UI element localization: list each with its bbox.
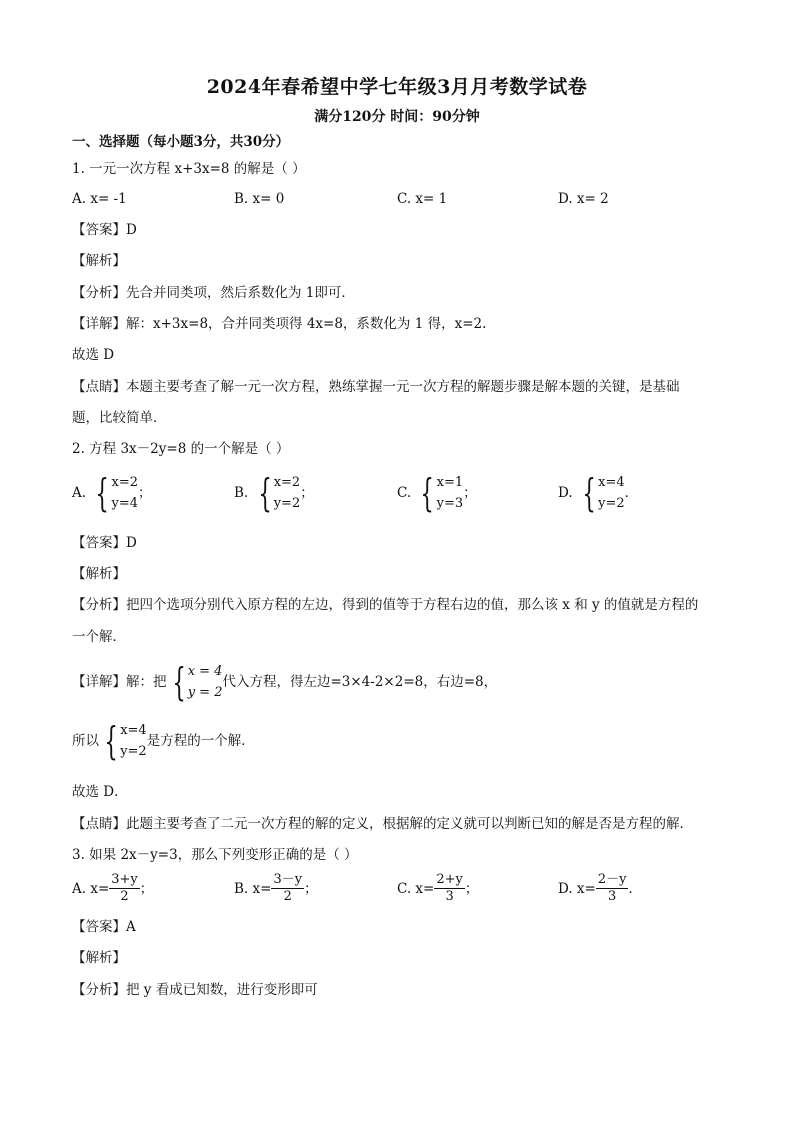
option-end: ； (464, 880, 479, 897)
q3-option-d-label: D. x= (558, 880, 596, 897)
system-line: y=2 (598, 496, 625, 511)
q3-option-d (558, 872, 642, 905)
fraction-denominator: 3 (608, 889, 617, 904)
q1-detail: 【详解】解：x+3x=8，合并同类项得 4x=8，系数化为 1 得，x=2. (72, 316, 487, 332)
left-brace-icon: { (104, 719, 118, 763)
q2-conclusion (72, 720, 255, 762)
left-brace-icon: { (95, 471, 110, 515)
system-line: x=4 (120, 723, 147, 738)
section-heading: 一、选择题（每小题3分，共30分） (72, 134, 290, 150)
q3-analysis-label: 【解析】 (72, 950, 126, 966)
q3-option-b (234, 872, 318, 905)
q2-analysis-label: 【解析】 (72, 566, 126, 582)
q2-option-c-system (415, 472, 463, 514)
option-end: ； (138, 485, 152, 501)
option-end: ； (304, 880, 318, 897)
q2-fenxi-line2: 一个解． (72, 629, 126, 645)
option-end: ； (463, 485, 477, 501)
fraction (596, 872, 629, 905)
q2-choose: 故选 D． (72, 784, 128, 800)
page-subtitle: 满分120分 时间：90分钟 (314, 109, 480, 125)
left-brace-icon: { (171, 660, 186, 704)
system-line: x=2 (273, 475, 301, 490)
system-line: x = 4 (187, 664, 223, 679)
q2-option-a-system (90, 472, 138, 514)
q2-option-d-label: D. (558, 485, 573, 501)
q3-stem: 3. 如果 2x－y=3，那么下列变形正确的是（ ） (72, 847, 358, 863)
fraction (434, 872, 465, 905)
q1-comment-line1: 【点睛】本题主要考查了解一元一次方程，熟练掌握一元一次方程的解题步骤是解本题的关键，是基础 (72, 379, 680, 395)
q1-choose: 故选 D (72, 347, 115, 363)
q2-option-a (72, 472, 152, 514)
q2-option-d-system (577, 472, 625, 514)
q1-fenxi: 【分析】先合并同类项，然后系数化为 1即可． (72, 285, 355, 301)
system-line: y=4 (111, 496, 139, 511)
system-line: y = 2 (187, 685, 223, 700)
q1-answer: 【答案】D (72, 222, 137, 238)
q3-fenxi: 【分析】把 y 看成已知数，进行变形即可 (72, 982, 318, 998)
q2-comment: 【点睛】此题主要考查了二元一次方程的解的定义，根据解的定义就可以判断已知的解是否是方程的解． (72, 816, 693, 832)
left-brace-icon: { (257, 471, 272, 515)
fraction-denominator: 3 (445, 889, 454, 904)
q1-analysis-label: 【解析】 (72, 253, 126, 269)
system-line: y=2 (273, 496, 301, 511)
q2-answer: 【答案】D (72, 535, 137, 551)
q2-detail-prefix: 【详解】解：把 (72, 674, 167, 690)
system-line: x=4 (598, 475, 625, 490)
q2-option-b-label: B. (234, 485, 249, 501)
system-line: x=2 (111, 475, 139, 490)
option-end: ； (300, 485, 314, 501)
q2-conclusion-prefix: 所以 (72, 733, 99, 749)
option-end: ． (628, 880, 642, 897)
q2-option-b-system (253, 472, 301, 514)
q1-option-d: D. x= 2 (558, 191, 609, 207)
q1-option-b: B. x= 0 (234, 191, 285, 207)
q1-option-c: C. x= 1 (397, 191, 448, 207)
q2-detail-suffix: 代入方程，得左边=3×4-2×2=8，右边=8， (222, 674, 498, 690)
fraction-denominator: 2 (283, 889, 292, 904)
q2-conclusion-system (99, 720, 147, 762)
q1-stem: 1. 一元一次方程 x+3x=8 的解是（ ） (72, 161, 306, 177)
q2-option-b (234, 472, 314, 514)
fraction (271, 872, 304, 905)
fraction (109, 872, 140, 905)
q2-detail (72, 661, 497, 703)
q2-detail-system (167, 661, 223, 703)
q3-option-c (397, 872, 478, 905)
q1-option-a: A. x= -1 (72, 191, 127, 207)
fraction-numerator: 3－y (273, 872, 303, 887)
option-end: ； (139, 880, 154, 897)
fraction-denominator: 2 (120, 889, 129, 904)
q3-answer: 【答案】A (72, 919, 136, 935)
q3-option-b-label: B. x= (234, 880, 272, 897)
system-line: y=2 (120, 744, 147, 759)
q3-option-a (72, 872, 153, 905)
q2-conclusion-suffix: 是方程的一个解． (146, 733, 255, 749)
fraction-numerator: 3+y (111, 872, 138, 887)
q3-option-a-label: A. x= (72, 880, 110, 897)
fraction-numerator: 2+y (436, 872, 463, 887)
system-line: x=1 (436, 475, 464, 490)
left-brace-icon: { (420, 471, 435, 515)
q2-stem: 2. 方程 3x－2y=8 的一个解是（ ） (72, 441, 290, 457)
q2-option-d (558, 472, 638, 514)
q2-fenxi-line1: 【分析】把四个选项分别代入原方程的左边，得到的值等于方程右边的值，那么该 x 和 y 的值就是方程的 (72, 597, 699, 613)
system-line: y=3 (436, 496, 464, 511)
fraction-numerator: 2－y (597, 872, 627, 887)
page-title: 2024年春希望中学七年级3月月考数学试卷 (206, 76, 588, 98)
q3-option-c-label: C. x= (397, 880, 435, 897)
q2-option-c (397, 472, 477, 514)
q2-option-a-label: A. (72, 485, 87, 501)
q2-option-c-label: C. (397, 485, 412, 501)
left-brace-icon: { (582, 471, 596, 515)
option-end: ． (624, 485, 639, 501)
q1-comment-line2: 题，比较简单． (72, 410, 167, 426)
